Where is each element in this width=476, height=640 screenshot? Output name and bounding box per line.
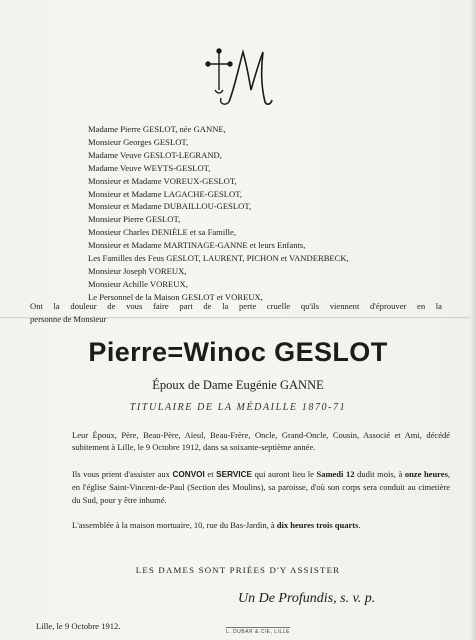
mourner-line: Monsieur et Madame VOREUX-GESLOT, xyxy=(88,175,237,186)
medal-line: TITULAIRE DE LA MÉDAILLE 1870-71 xyxy=(129,402,347,413)
spouse-line: Époux de Dame Eugénie GANNE xyxy=(152,378,324,392)
service-date: Samedi 12 xyxy=(316,469,355,479)
mourner-line: Madame Veuve GESLOT-LEGRAND, xyxy=(88,149,222,160)
mourner-line: Les Familles des Feus GESLOT, LAURENT, PICHON et VANDERBECK, xyxy=(88,253,349,264)
cross-monogram-icon xyxy=(205,46,275,110)
convoi-word: CONVOI xyxy=(172,470,205,479)
mourner-line: Madame Pierre GESLOT, née GANNE, xyxy=(88,124,226,134)
relationship-paragraph: Leur Époux, Père, Beau-Père, Aïeul, Beau-Frère, Oncle, Grand-Oncle, Cousin, Associé et Ami, décédé subitement à Lille, le 9 Octobre 1912, dans sa soixante-septième année. xyxy=(72,430,450,453)
mourner-line: Monsieur Joseph VOREUX, xyxy=(88,265,187,276)
mourner-line: Madame Veuve WEYTS-GESLOT, xyxy=(88,162,211,173)
mourner-line: Monsieur Georges GESLOT, xyxy=(88,136,189,147)
printer-mark: L. DUBAR & CIE, LILLE xyxy=(226,629,290,635)
assist-notice: LES DAMES SONT PRIÉES D'Y ASSISTER xyxy=(135,565,341,575)
announcement-intro xyxy=(30,300,442,326)
assembly-time: dix heures trois quarts xyxy=(276,520,359,530)
mourner-line: Monsieur Charles DENIÈLE et sa Famille, xyxy=(88,227,236,238)
place-date: Lille, le 9 Octobre 1912. xyxy=(36,621,121,631)
mourner-line: Monsieur et Madame DUBAILLOU-GESLOT, xyxy=(88,201,252,212)
mourner-line: Le Personnel de la Maison GESLOT et VOREUX, xyxy=(88,291,263,302)
mourner-line: Monsieur et Madame MARTINAGE-GANNE et leurs Enfants, xyxy=(88,240,306,251)
paper-edge xyxy=(470,0,476,640)
prayer-line: Un De Profundis, s. v. p. xyxy=(238,591,376,606)
mourner-line: Monsieur et Madame LAGACHE-GESLOT, xyxy=(88,188,243,199)
service-paragraph: Ils vous prient d'assister aux CONVOI et SERVICE qui auront lieu le Samedi 12 dudit mois, à onze heures, en l'église Saint-Vincent-de-Paul (Section des Moulins), sa paroisse, d'où son corps sera conduit au cimetière du Sud, pour y être inhumé. xyxy=(72,469,451,505)
service-word: SERVICE xyxy=(216,470,252,479)
deceased-name: Pierre=Winoc GESLOT xyxy=(88,337,388,367)
intro-line-1: Ont la douleur de vous faire part de la perte cruelle qu'ils viennent d'éprouver en la xyxy=(30,301,442,311)
service-time: onze heures xyxy=(404,469,448,479)
mourner-line: Monsieur Achille VOREUX, xyxy=(88,278,188,289)
assembly-paragraph: L'assemblée à la maison mortuaire, 10, rue du Bas-Jardin, à dix heures trois quarts. xyxy=(72,520,361,530)
mourner-line: Monsieur Pierre GESLOT, xyxy=(88,214,181,225)
intro-line-2: personne de Monsieur xyxy=(30,314,107,324)
mourners-list xyxy=(88,123,448,304)
